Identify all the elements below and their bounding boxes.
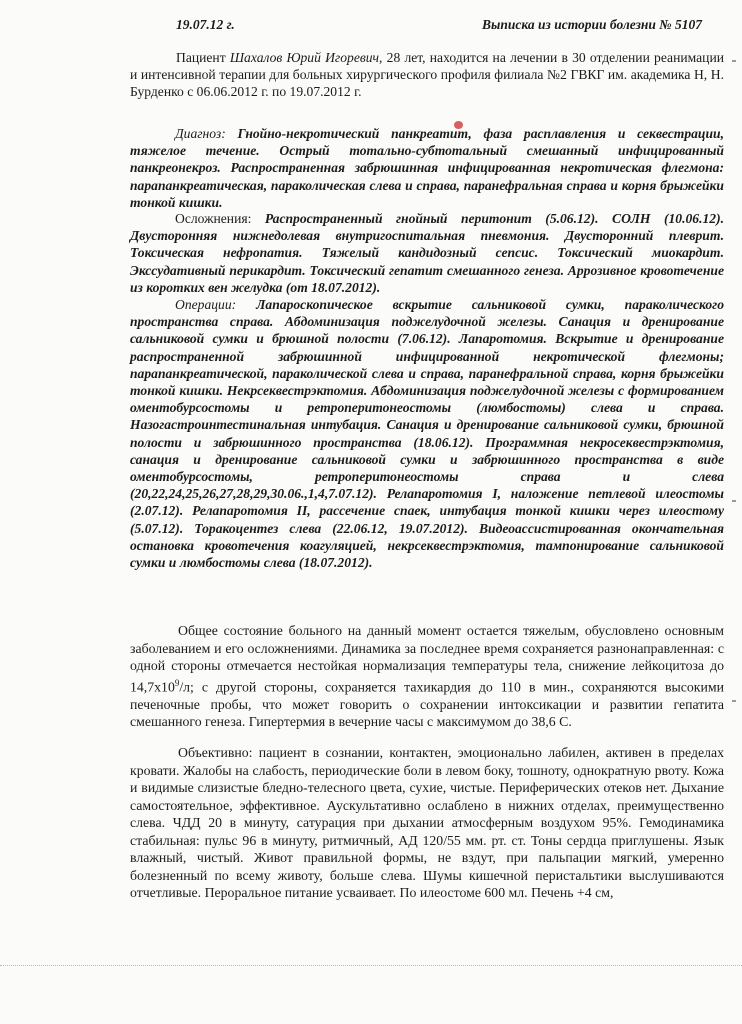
- operations-text: Лапароскопическое вскрытие сальниковой сумки, параколического пространства справа. Абдоминизация поджелудочной железы. Санация и дренирование сальниковой сумки и брюшной полости (7.06.12). Лапаротомия. Вскрытие и дренирование распространенной забрюшинной инфицированной некротической флегмоны; парапанкреатической, параколической слева и справа, паранефральной справа, корня брыжейки тонкой кишки. Некрсеквестрэктомия. Абдоминизация поджелудочной железы с формированием оментобурсостомы и ретроперитонеостомы (люмбостомы) слева и справа. Назогастроинтестинальная интубация. Санация и дренирование сальниковой сумки, брюшной полости и забрюшинного пространства (18.06.12). Программная некросеквестрэктомия, санация и дренирование сальниковой сумки и забрюшинного пространства в виде оментобурсостомы, ретроперитонеостомы справа и слева (20,22,24,25,26,27,28,29,30.06.,1,4,7.07.12). Релапаротомия I, наложение петлевой илеостомы (2.07.12). Релапаротомия II, рассечение спаек, интубация тонкой кишки через илеостому (5.07.12). Торакоцентез слева (22.06.12, 19.07.2012). Видеоассистированная окончательная остановка кровотечения коагуляцией, некрсеквестрэктомия, тампонирование сальниковой сумки и люмбостомы слева (18.07.2012).: [130, 297, 724, 571]
- patient-name: Шахалов Юрий Игоревич: [229, 50, 380, 65]
- scan-edge-mark: [732, 700, 736, 702]
- general-state-paragraph: [130, 622, 724, 731]
- intro-text: , 28 лет, находится на лечении в 30 отделении реанимации и интенсивной терапии для больных хирургического профиля филиала №2 ГВКГ им. академика Н, Н. Бурденко с 06.06.2012 г. по 19.07.2012 г.: [130, 50, 724, 100]
- complications-text: Распространенный гнойный перитонит (5.06.12). СОЛН (10.06.12). Двусторонняя нижнедолевая внутригоспитальная пневмония. Двусторонний плеврит. Токсическая нефропатия. Тяжелый кандидозный сепсис. Токсический миокардит. Экссудативный перикардит. Токсический гепатит смешанного генеза. Аррозивное кровотечение из коротких вен желудка (от 18.07.2012).: [130, 211, 724, 295]
- scan-edge-divider: [0, 965, 742, 967]
- patient-intro-paragraph: [130, 49, 724, 101]
- document-date: 19.07.12 г.: [176, 17, 235, 32]
- scan-edge-mark: [732, 60, 736, 62]
- complications-paragraph: [130, 210, 724, 296]
- diagnosis-paragraph: [130, 125, 724, 211]
- general-state-text-1: Общее состояние больного на данный момент остается тяжелым, обусловлено основным заболеванием и его осложнениями. Динамика за последнее время сохраняется разнонаправленная: с одной стороны отмечается нестойкая нормализация температуры тела, снижение лейкоцитоза до 14,7x10: [130, 623, 724, 695]
- objective-paragraph: [130, 744, 724, 902]
- scan-edge-mark: [732, 500, 736, 502]
- diagnosis-label: Диагноз:: [175, 126, 226, 141]
- document-header: [176, 17, 702, 33]
- operations-label: Операции:: [175, 297, 237, 312]
- diagnosis-text: Гнойно-некротический панкреатит, фаза расплавления и секвестрации, тяжелое течение. Острый тотально-субтотальный смешанный инфицированный панкреонекроз. Распространенная забрюшинная инфицированная некротическая флегмона: парапанкреатическая, параколическая слева и справа, паранефральная справа и корня брыжейки тонкой кишки.: [130, 126, 724, 210]
- complications-label: Осложнения:: [175, 211, 252, 226]
- general-state-text-2: /л; с другой стороны, сохраняется тахикардия до 110 в мин., сохраняются высокими печеночные пробы, что может говорить о сохранении интоксикации и развитии гепатита смешанного генеза. Гипертермия в вечерние часы с максимумом до 38,6 С.: [130, 679, 724, 730]
- operations-paragraph: [130, 296, 724, 571]
- exponent: 9: [174, 677, 180, 688]
- objective-text: Объективно: пациент в сознании, контактен, эмоционально лабилен, активен в пределах кровати. Жалобы на слабость, периодические боли в левом боку, тошноту, однократную рвоту. Кожа и видимые слизистые бледно-телесного цвета, сухие, чистые. Периферических отеков нет. Дыхание самостоятельное, эффективное. Аускультативно ослаблено в нижних отделах, преимущественно слева. ЧДД 20 в минуту, сатурация при дыхании атмосферным воздухом 95%. Гемодинамика стабильная: пульс 96 в минуту, ритмичный, АД 120/55 мм. рт. ст. Тоны сердца приглушены. Язык влажный, чистый. Живот правильной формы, не вздут, при пальпации мягкий, умеренно болезненный по всему животу, больше слева. Шумы кишечной перистальтики выслушиваются отчетливые. Пероральное питание усваивает. По илеостоме 600 мл. Печень +4 см,: [130, 745, 724, 900]
- intro-prefix: Пациент: [176, 50, 230, 65]
- document-title: Выписка из истории болезни № 5107: [482, 17, 702, 32]
